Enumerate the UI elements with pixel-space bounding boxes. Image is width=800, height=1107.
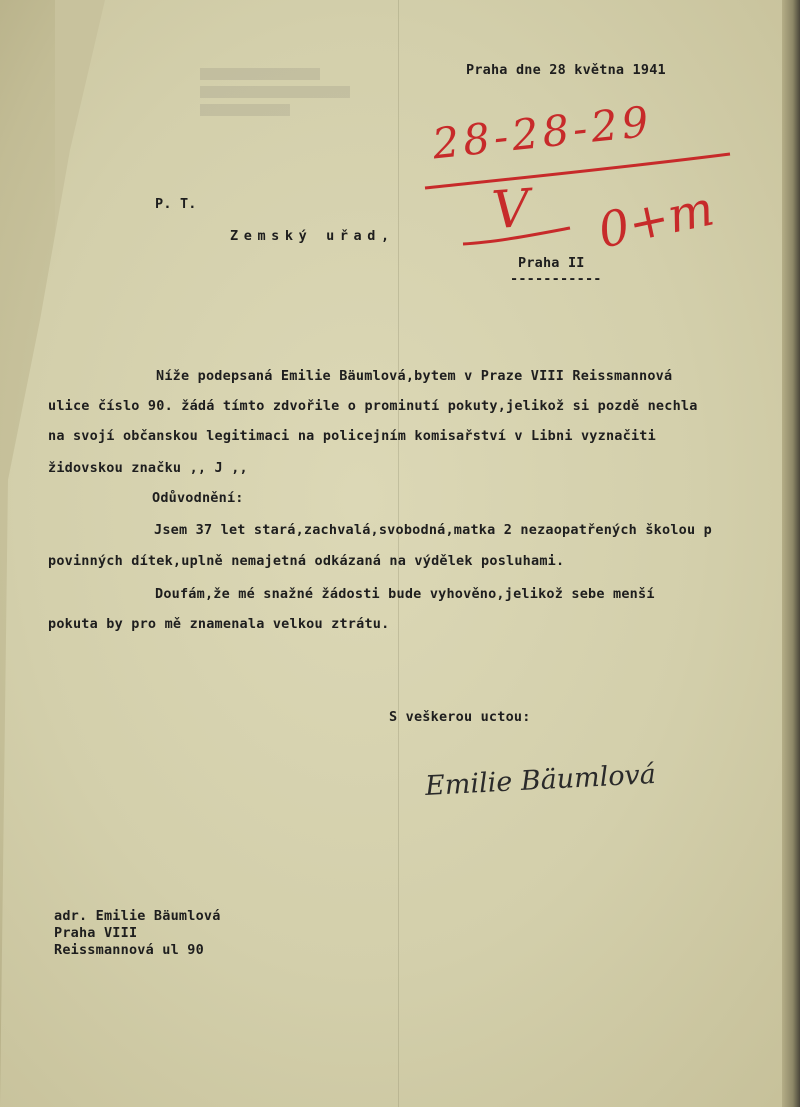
sender-address-line-2: Praha VIII xyxy=(54,925,138,941)
body-line-9: pokuta by pro mě znamenala velkou ztrátu. xyxy=(48,616,390,632)
date-line: Praha dne 28 května 1941 xyxy=(466,62,666,78)
red-annotation-v: V xyxy=(489,178,532,242)
body-line-1: Níže podepsaná Emilie Bäumlová,bytem v Praze VIII Reissmannová xyxy=(156,368,673,384)
body-line-7: povinných dítek,uplně nemajetná odkázaná na výdělek posluhami. xyxy=(48,553,565,569)
addressee-office: Zemský uřad, xyxy=(230,228,395,244)
body-line-8: Doufám,že mé snažné žádosti bude vyhověno,jelikož sebe menší xyxy=(155,586,655,602)
salutation: P. T. xyxy=(155,196,197,212)
red-annotation-right: 0+m xyxy=(593,180,719,260)
red-annotation-number: 28-28-29 xyxy=(430,96,655,169)
body-line-5: Odůvodnění: xyxy=(152,490,244,506)
sender-address-line-1: adr. Emilie Bäumlová xyxy=(54,908,221,924)
sender-address-line-3: Reissmannová ul 90 xyxy=(54,942,204,958)
body-line-2: ulice číslo 90. žádá tímto zdvořile o prominutí pokuty,jelikož si pozdě nechla xyxy=(48,398,698,414)
closing-greeting: S veškerou uctou: xyxy=(389,709,531,725)
red-v-underline xyxy=(458,222,578,252)
body-line-3: na svojí občanskou legitimaci na policejním komisařství v Libni vyznačiti xyxy=(48,428,656,444)
body-line-6: Jsem 37 let stará,zachvalá,svobodná,matka 2 nezaopatřených školou p xyxy=(154,522,712,538)
addressee-underline: ----------- xyxy=(510,271,602,287)
addressee-city: Praha II xyxy=(518,255,585,271)
paper-edge xyxy=(782,0,800,1107)
faded-stamp xyxy=(200,62,360,122)
handwritten-signature: Emilie Bäumlová xyxy=(424,758,657,803)
body-line-4: židovskou značku ,, J ,, xyxy=(48,460,248,476)
